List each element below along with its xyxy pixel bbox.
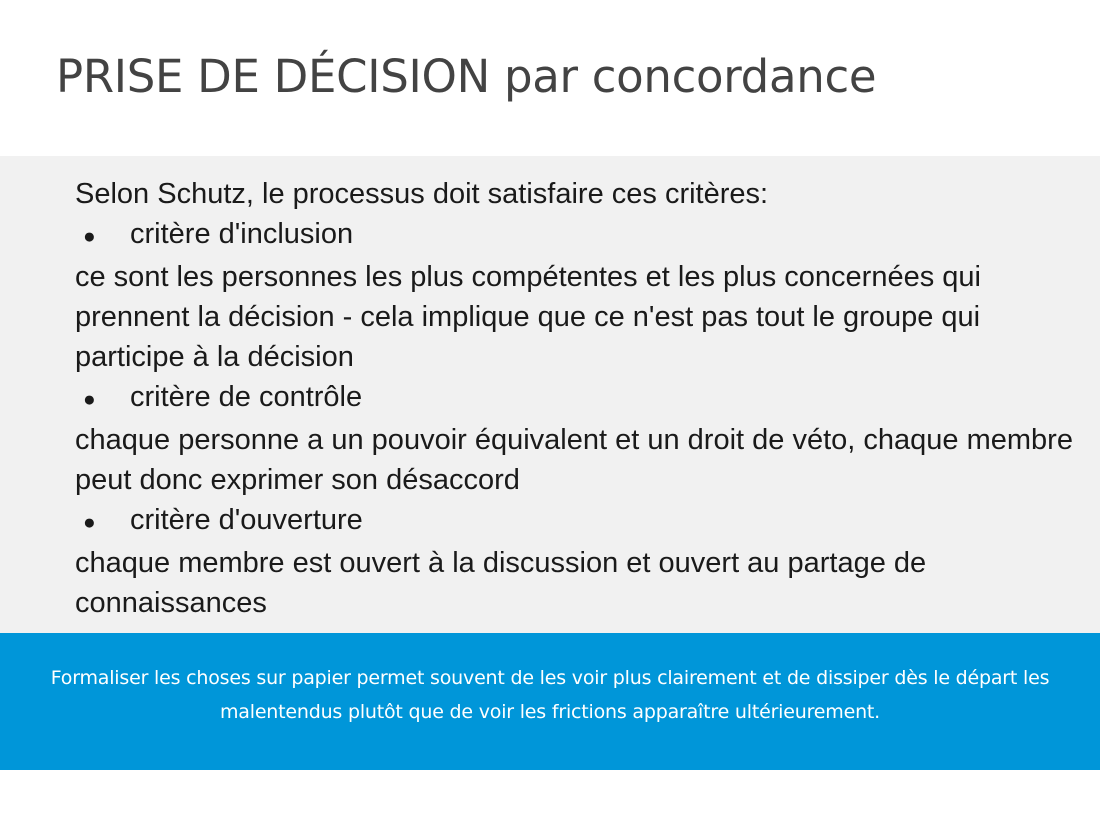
bullet-icon: ●: [83, 225, 96, 248]
criterion-control: [75, 377, 1075, 420]
intro-text: Selon Schutz, le processus doit satisfaire ces critères:: [75, 178, 769, 210]
criterion-description: chaque personne a un pouvoir équivalent et un droit de véto, chaque membre peut donc exprimer son désaccord: [75, 424, 1073, 496]
criterion-openness: [75, 500, 1075, 543]
bullet-icon: ●: [83, 511, 96, 534]
footer-band: [0, 633, 1100, 770]
content-panel: [0, 156, 1100, 633]
criterion-description: ce sont les personnes les plus compétentes et les plus concernées qui prennent la décision - cela implique que ce n'est pas tout le groupe qui participe à la décision: [75, 261, 981, 373]
slide-title: PRISE DE DÉCISION par concordance: [56, 50, 877, 103]
content-body: [75, 174, 1075, 623]
criterion-label: critère d'ouverture: [130, 504, 363, 536]
bullet-icon: ●: [83, 388, 96, 411]
footer-note: Formaliser les choses sur papier permet souvent de les voir plus clairement et de dissiper dès le départ les malentendus plutôt que de voir les frictions apparaître ultérieurement.: [50, 667, 1050, 723]
criterion-label: critère d'inclusion: [130, 218, 354, 250]
criterion-label: critère de contrôle: [130, 381, 363, 413]
criterion-description: chaque membre est ouvert à la discussion et ouvert au partage de connaissances: [75, 547, 927, 619]
criterion-inclusion: [75, 214, 1075, 257]
